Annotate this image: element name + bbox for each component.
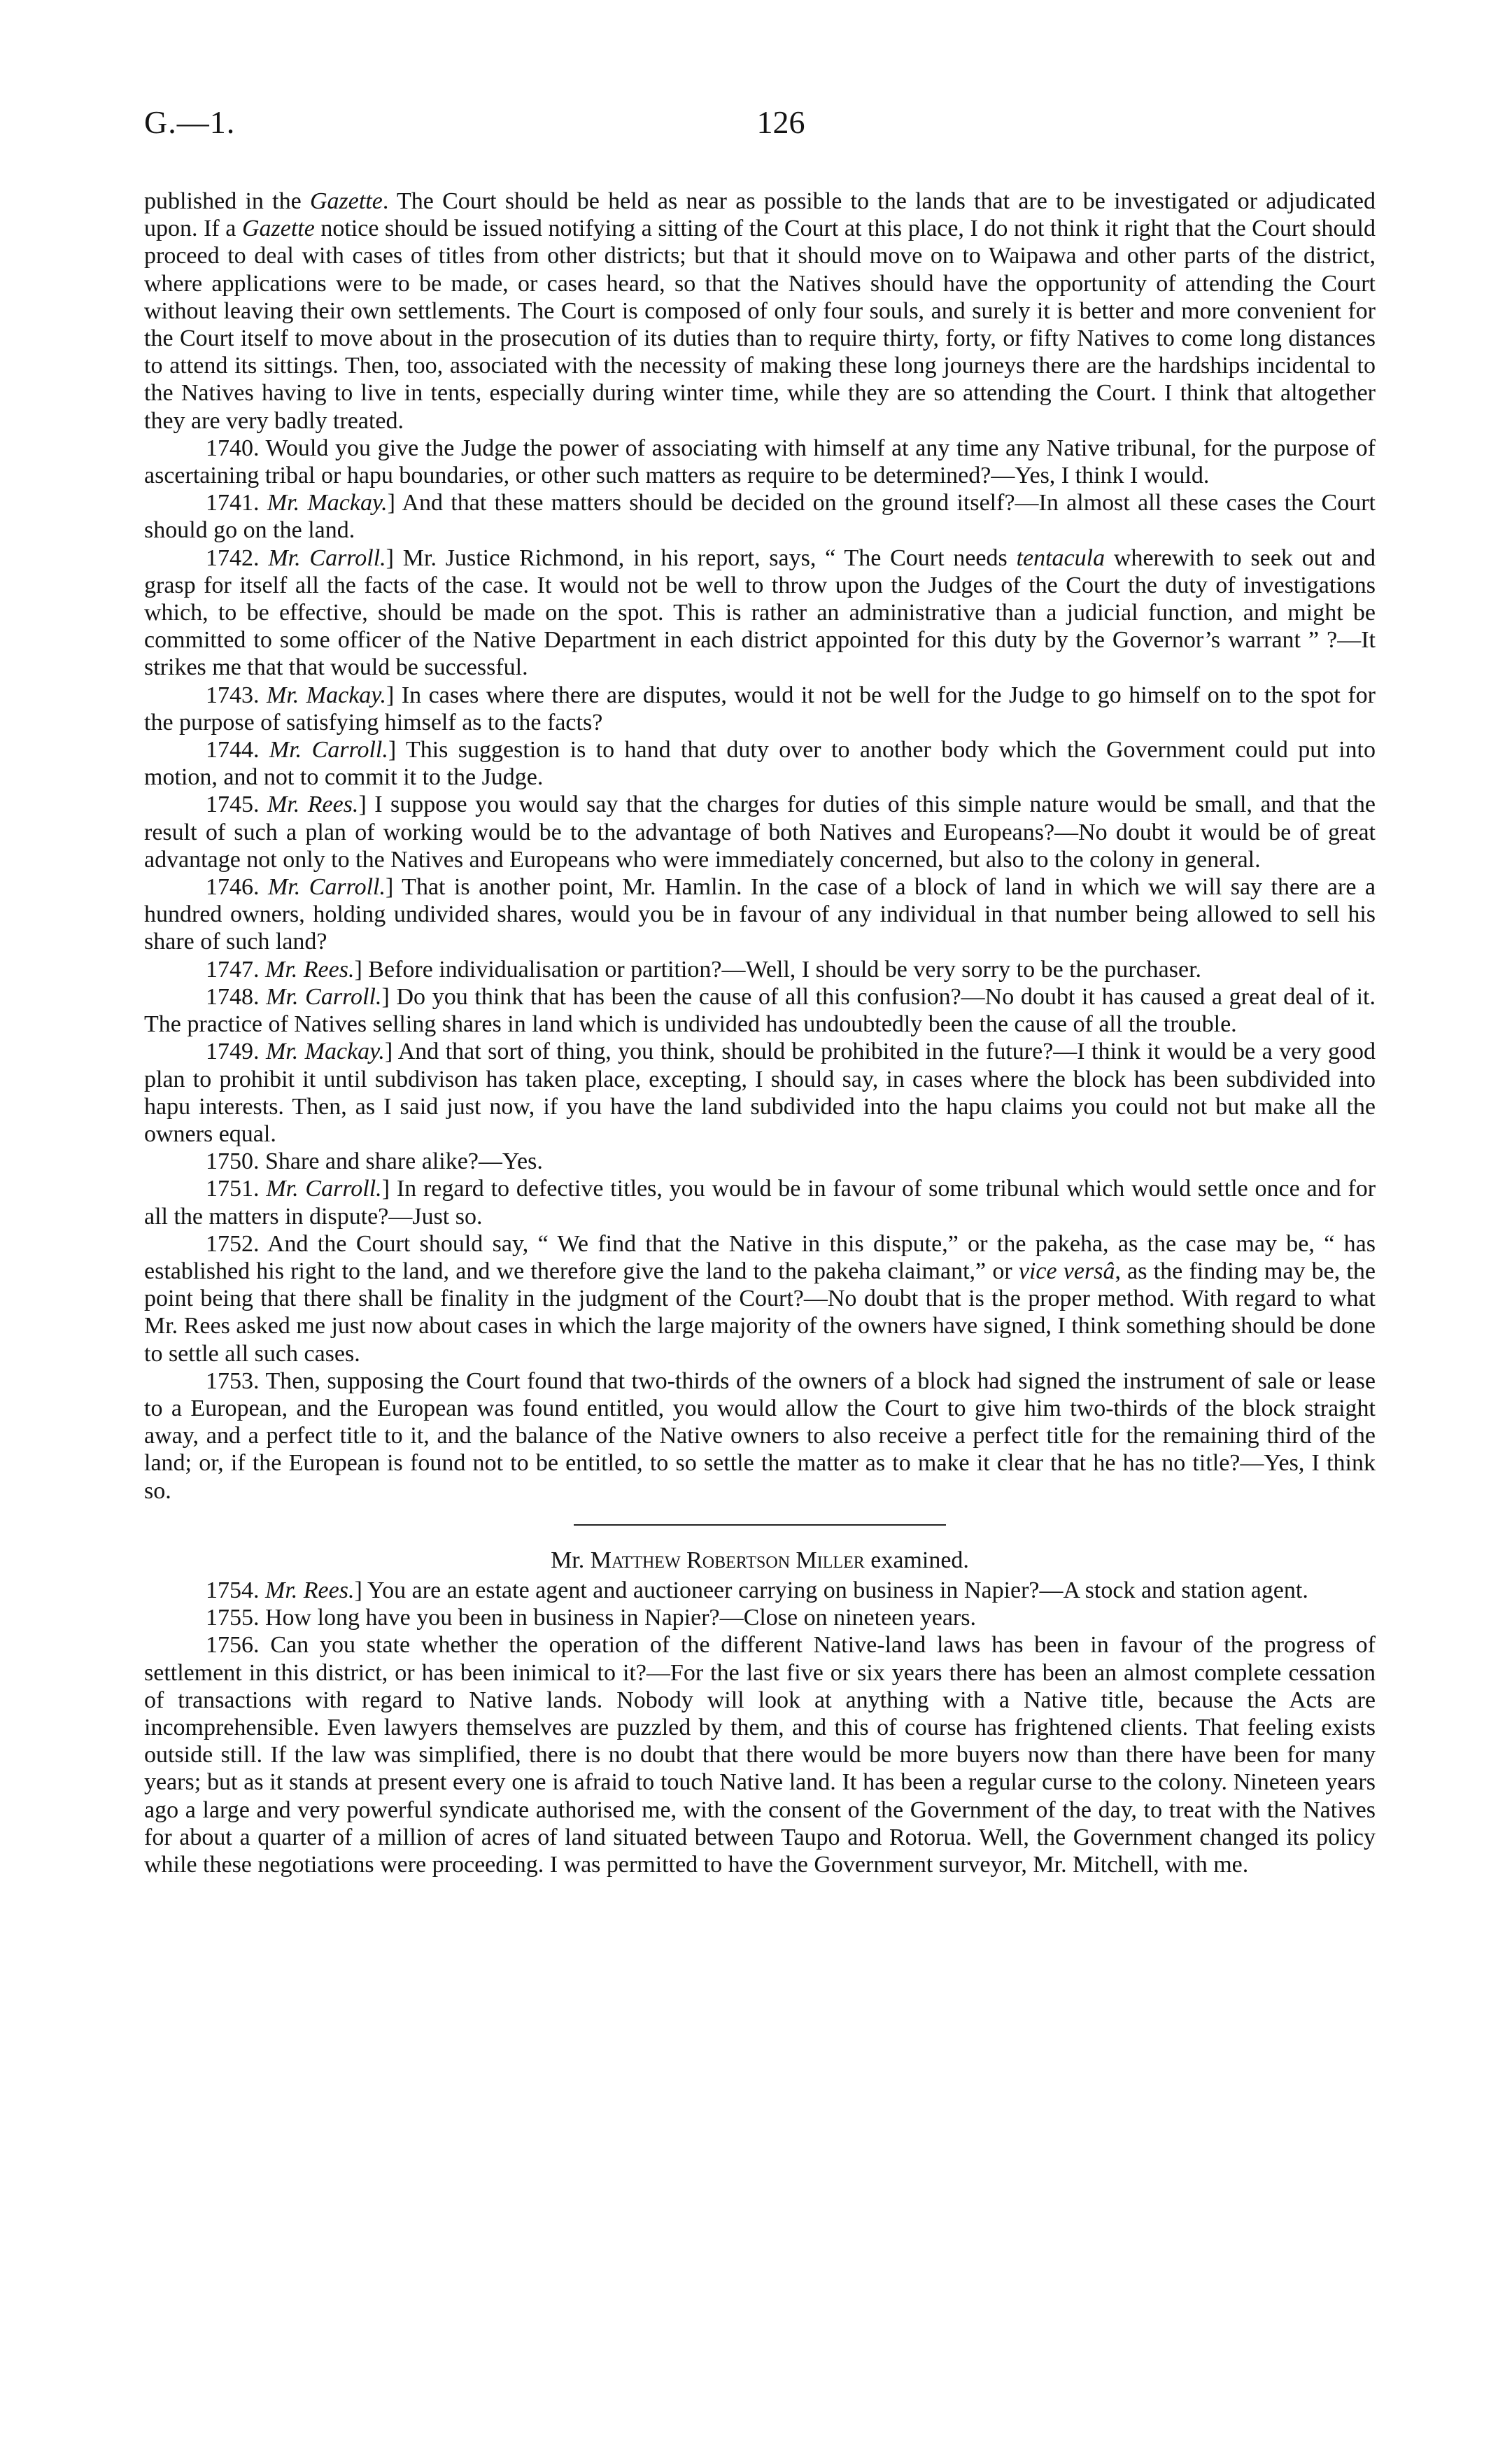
speaker-name: Mr. Carroll. [268,544,386,571]
speaker-name: Mr. Carroll. [269,737,388,764]
speaker-name: Mr. Rees. [267,792,359,818]
question-text: This suggestion is to hand that duty over to another body which the Government could put into motion, and not to commit it to the Judge. [144,737,1376,791]
question-paragraph: 1744. Mr. Carroll.] This suggestion is to hand that duty over to another body which the Government could put into motion, and not to commit it to the Judge. [144,737,1376,791]
speaker-name: Mr. Mackay. [265,1039,385,1065]
question-text: I suppose you would say that the charges for duties of this simple nature would be small, and that the result of such a plan of working would be to the advantage of both Natives and Europeans?—No doubt it would be of great advantage not only to the Natives and Europeans who were immediately concerned, but also to the colony in general. [144,792,1376,873]
section-divider [574,1524,946,1526]
question-number: 1744. [206,737,260,764]
question-number: 1754. [206,1577,260,1603]
question-number: 1742. [206,544,260,571]
question-number: 1749. [206,1039,260,1065]
speaker-name: Mr. Carroll. [266,1176,382,1202]
question-text: And that these matters should be decided on the ground itself?—In almost all these cases the Court should go on the land. [144,490,1376,544]
question-paragraph [144,1230,1376,1367]
question-text: You are an estate agent and auctioneer carrying on business in Napier?—A stock and station agent. [367,1577,1308,1603]
question-number: 1743. [206,682,260,708]
question-paragraph [144,435,1376,489]
page-body [144,188,1376,1878]
question-paragraph: 1745. Mr. Rees.] I suppose you would say that the charges for duties of this simple nature would be small, and that the result of such a plan of working would be to the advantage of both Natives and Europeans?—No doubt it would be of great advantage not only to the Natives and Europeans who were immediately concerned, but also to the colony in general. [144,792,1376,873]
question-text: Do you think that has been the cause of all this confusion?—No doubt it has caused a great deal of it. The practice of Natives selling shares in land which is undivided has undoubtedly been the cause of all the trouble. [144,983,1376,1038]
question-number: 1741. [206,490,260,516]
question-text: Before individualisation or partition?—Well, I should be very sorry to be the purchaser. [368,956,1202,983]
question-paragraph: 1751. Mr. Carroll.] In regard to defective titles, you would be in favour of some tribunal which would settle once and for all the matters in dispute?—Just so. [144,1176,1376,1230]
question-paragraph: 1743. Mr. Mackay.] In cases where there are disputes, would it not be well for the Judge to go himself on to the spot for the purpose of satisfying himself as to the facts? [144,682,1376,736]
question-paragraph [144,1631,1376,1878]
page-header [144,104,1376,160]
speaker-name: Mr. Mackay. [267,490,388,516]
question-paragraph: 1746. Mr. Carroll.] That is another point, Mr. Hamlin. In the case of a block of land in which we will say there are a hundred owners, holding undivided shares, would you be in favour of any individual in that number being allowed to sell his share of such land? [144,874,1376,955]
question-paragraph: 1749. Mr. Mackay.] And that sort of thing, you think, should be prohibited in the future?—I think it would be a very good plan to prohibit it until subdivison has taken place, excepting, I should say, in cases where the block has been subdivided into hapu interests. Then, as I said just now, if you have the land subdivided into the hapu claims you could not but make all the owners equal. [144,1039,1376,1147]
question-number: 1747. [206,956,260,983]
page-number: 126 [756,104,805,140]
question-text: In cases where there are disputes, would it not be well for the Judge to go himself on to the spot for the purpose of satisfying himself as to the facts? [144,682,1376,736]
speaker-name: Mr. Carroll. [267,874,386,901]
question-text: Mr. Justice Richmond, in his report, says, “ The Court needs tentacula wherewith to seek out and grasp for itself all the facts of the case. It would not be well to throw upon the Judges of the Court the duty of investigations which, to be effective, should be made on the spot. This is rather an administrative than a judicial function, and might be committed to some officer of the Native Department in each district appointed for this duty by the Governor’s warrant ” ?—It strikes me that that would be successful. [144,544,1376,681]
question-paragraph: 1754. Mr. Rees.] You are an estate agent and auctioneer carrying on business in Napier?—A stock and station agent. [206,1577,1308,1603]
question-text: Would you give the Judge the power of associating with himself at any time any Native tribunal, for the purpose of ascertaining tribal or hapu boundaries, or other such matters as require to be determined?—Yes, I think I would. [144,435,1376,489]
question-paragraph: 1741. Mr. Mackay.] And that these matters should be decided on the ground itself?—In almost all these cases the Court should go on the land. [144,490,1376,544]
question-paragraph [144,1604,1376,1631]
witness-heading: Mr. Matthew Robertson Miller examined. [551,1547,969,1573]
speaker-name: Mr. Mackay. [267,682,387,708]
question-text: How long have you been in business in Napier?—Close on nineteen years. [265,1605,976,1631]
document-code: G.—1. [144,104,236,140]
question-number: 1740. [206,435,260,461]
question-text: Then, supposing the Court found that two-thirds of the owners of a block had signed the instrument of sale or lease to a European, and the European was found entitled, you would allow the Court to give him two-thirds of the block straight away, and a perfect title to it, and the balance of the Native owners to also receive a perfect title for the remaining third of the land; or, if the European is found not to be entitled, to so settle the matter as to make it clear that he has no title?—Yes, I think so. [144,1367,1376,1504]
speaker-name: Mr. Carroll. [266,983,382,1010]
question-text: Can you state whether the operation of the different Native-land laws has been in favour of the progress of settlement in this district, or has been inimical to it?—For the last five or six years there has been an almost complete cessation of transactions with regard to Native lands. Nobody will look at anything with a Native title, because the Acts are incomprehensible. Even lawyers themselves are puzzled by them, and this of course has frightened clients. That feeling exists outside still. If the law was simplified, there is no doubt that there would be more buyers now than there have been for many years; but as it stands at present every one is afraid to touch Native land. It has been a regular curse to the colony. Nineteen years ago a large and very powerful syndicate authorised me, with the consent of the Government of the day, to treat with the Natives for about a quarter of a million of acres of land situated between Taupo and Rotorua. Well, the Government changed its policy while these negotiations were proceeding. I was permitted to have the Government surveyor, Mr. Mitchell, with me. [144,1632,1376,1878]
question-number: 1751. [206,1176,260,1202]
witness-name: Matthew Robertson Miller [590,1547,865,1573]
question-paragraph: 1747. Mr. Rees.] Before individualisation or partition?—Well, I should be very sorry to be the purchaser. [206,956,1202,983]
question-number: 1750. [206,1148,260,1175]
intro-paragraph: published in the Gazette. The Court should be held as near as possible to the lands that are to be investigated or adjudicated upon. If a Gazette notice should be issued notifying a sitting of the Court at this place, I do not think it right that the Court should proceed to deal with cases of titles from other districts; but that it should move on to Waipawa and other parts of the district, where applications were to be made, or cases heard, so that the Natives should have the opportunity of attending the Court without leaving their own settlements. The Court is composed of only four souls, and surely it is better and more convenient for the Court itself to move about in the prosecution of its duties than to require thirty, forty, or fifty Natives to come long distances to attend its sittings. Then, too, associated with the necessity of making these long journeys there are the hardships incidental to the Natives having to live in tents, especially during winter time, while they are so attending the Court. I think that altogether they are very badly treated. [144,188,1376,434]
question-number: 1755. [206,1605,260,1631]
question-paragraph: 1748. Mr. Carroll.] Do you think that has been the cause of all this confusion?—No doubt it has caused a great deal of it. The practice of Natives selling shares in land which is undivided has undoubtedly been the cause of all the trouble. [144,983,1376,1038]
question-number: 1745. [206,792,260,818]
question-text: And that sort of thing, you think, should be prohibited in the future?—I think it would be a very good plan to prohibit it until subdivison has taken place, excepting, I should say, in cases where the block has been subdivided into hapu interests. Then, as I said just now, if you have the land subdivided into the hapu claims you could not but make all the owners equal. [144,1039,1376,1147]
question-number: 1756. [206,1632,260,1659]
question-text: In regard to defective titles, you would be in favour of some tribunal which would settle once and for all the matters in dispute?—Just so. [144,1176,1376,1230]
question-number: 1748. [206,983,260,1010]
speaker-name: Mr. Rees. [265,1577,355,1603]
question-text: That is another point, Mr. Hamlin. In the case of a block of land in which we will say there are a hundred owners, holding undivided shares, would you be in favour of any individual in that number being allowed to sell his share of such land? [144,874,1376,955]
question-text: Share and share alike?—Yes. [265,1148,543,1175]
question-text: And the Court should say, “ We find that the Native in this dispute,” or the pakeha, as the case may be, “ has established his right to the land, and we therefore give the land to the pakeha claimant,” or vice versâ, as the finding may be, the point being that there shall be finality in the judgment of the Court?—No doubt that is the proper method. With regard to what Mr. Rees asked me just now about cases in which the large majority of the owners have signed, I think something should be done to settle all such cases. [144,1230,1376,1367]
question-paragraph [144,1367,1376,1505]
question-paragraph: 1742. Mr. Carroll.] Mr. Justice Richmond, in his report, says, “ The Court needs tentacula wherewith to seek out and grasp for itself all the facts of the case. It would not be well to throw upon the Judges of the Court the duty of investigations which, to be effective, should be made on the spot. This is rather an administrative than a judicial function, and might be committed to some officer of the Native Department in each district appointed for this duty by the Governor’s warrant ” ?—It strikes me that that would be successful. [144,544,1376,681]
question-number: 1753. [206,1367,260,1394]
question-number: 1752. [206,1230,260,1257]
question-paragraph [144,1148,1376,1175]
speaker-name: Mr. Rees. [265,956,355,983]
question-number: 1746. [206,874,260,901]
